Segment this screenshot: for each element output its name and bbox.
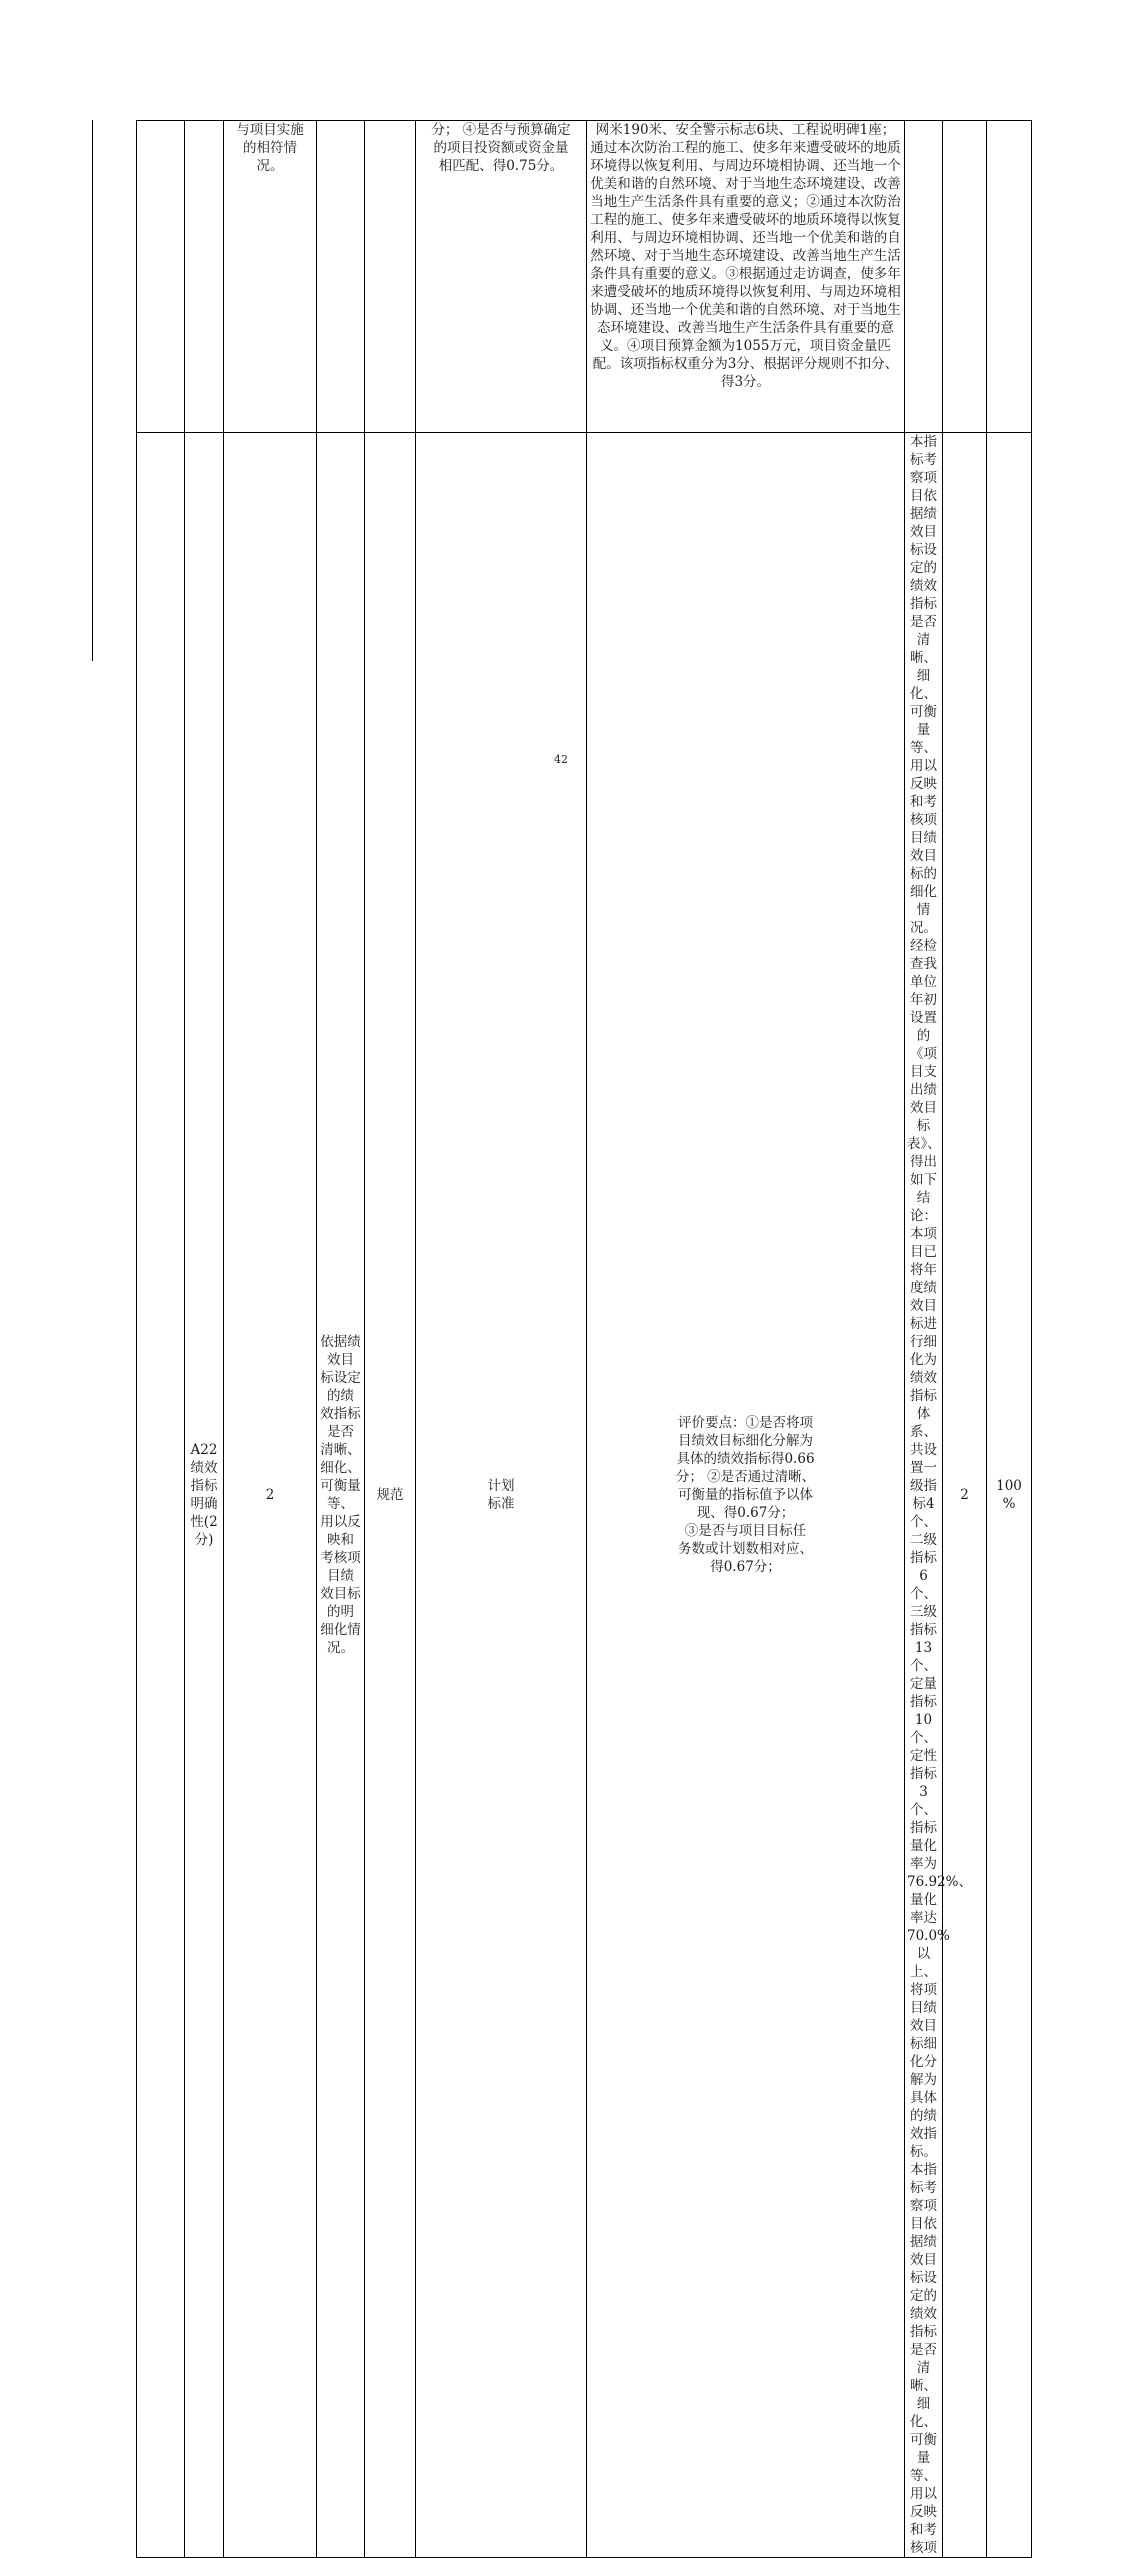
subtype-value: 计划 标准 bbox=[487, 1478, 515, 1512]
detail-first-line: 网米190米、安全警示标志6块、工程说明碑1座； bbox=[595, 122, 896, 138]
extra-cell bbox=[987, 121, 1032, 433]
left-margin-line bbox=[92, 120, 93, 661]
indicator-code: A22 绩效 指标 明确 性(2 分) bbox=[190, 1442, 218, 1548]
criteria-cell bbox=[587, 433, 905, 2558]
type-value: 规范 bbox=[376, 1487, 404, 1503]
score-cell bbox=[905, 121, 943, 433]
score-value: 2 bbox=[960, 1487, 969, 1503]
rate-value: 100 % bbox=[996, 1478, 1022, 1512]
weight-cell bbox=[185, 121, 224, 433]
criteria-text: 评价要点：①是否将项 目绩效目标细化分解为 具体的绩效指标得0.66 分； ②是否通过清晰、 可衡量的指标值予以体 现、得0.67分； ③是否与项目目标任 务数或计划数相对应、 得0.67分； bbox=[675, 1415, 816, 1575]
type-cell bbox=[365, 433, 416, 2558]
subtype-cell bbox=[365, 121, 416, 433]
type-cell bbox=[317, 121, 365, 433]
detail-paragraph: 经检查我单位年初设置的《项目支出绩效目标表》、得出如下结论：本项目已将年度绩效目标进行细化为绩效指标体系、共设置一级指标4个、二级指标6个、三级指标13个、定量指标10个、定性指标3个、指标量化率为76.92%、量化率达70.0%以上、将项目绩效目标细化分解为具体的绩效指标。 bbox=[907, 938, 972, 2160]
rate-cell bbox=[943, 121, 987, 433]
criteria-cell bbox=[416, 121, 587, 433]
indicator-cell bbox=[317, 433, 365, 2558]
rate-cell bbox=[987, 433, 1032, 2558]
page-number: 42 bbox=[554, 753, 568, 766]
detail-cell bbox=[587, 121, 905, 433]
weight-value: 2 bbox=[265, 1487, 275, 1503]
score-cell bbox=[943, 433, 987, 2558]
code-cell bbox=[137, 121, 185, 433]
detail-paragraph: 本指标考察项目依据绩效目标设定的绩效指标是否清晰、细化、可衡量等、用以反映和考核项目绩效目标的细化情况。 bbox=[910, 434, 937, 936]
table-row bbox=[137, 433, 1032, 2558]
empty-lead-cell bbox=[137, 433, 185, 2558]
criteria-text: 分； ④是否与预算确定 的项目投资额或资金量 相匹配、得0.75分。 bbox=[431, 122, 571, 174]
detail-body: 通过本次防治工程的施工、使多年来遭受破坏的地质环境得以恢复利用、与周边环境相协调、还当地一个优美和谐的自然环境、对于当地生态环境建设、改善当地生产生活条件具有重要的意义；②通过本次防治工程的施工、使多年来遭受破坏的地质环境得以恢复利用、与周边环境相协调、还当地一个优美和谐的自然环境、对于当地生态环境建设、改善当地生产生活条件具有重要的意义。③根据通过走访调查，使多年来遭受破坏的地质环境得以恢复利用、与周边环境相协调、还当地一个优美和谐的自然环境、对于当地生态环境建设、改善当地生产生活条件具有重要的意义。④项目预算金额为1055万元，项目资金量匹配。该项指标权重分为3分、根据评分规则不扣分、得3分。 bbox=[590, 140, 901, 390]
indicator-text: 依据绩效目 标设定的绩 效指标是否 清晰、细化、 可衡量等、 用以反映和 考核项目绩 效目标的明 细化情况。 bbox=[320, 1334, 361, 1656]
indicator-cell bbox=[224, 121, 317, 433]
evaluation-table bbox=[136, 120, 1032, 2558]
detail-cell bbox=[905, 433, 972, 2558]
subtype-cell bbox=[416, 433, 587, 2558]
detail-paragraph: 本指标考察项目依据绩效目标设定的绩效指标是否清晰、细化、可衡量等、用以反映和考核项 bbox=[910, 2162, 937, 2556]
indicator-text: 与项目实施 的相符情 况。 bbox=[236, 122, 304, 174]
weight-cell bbox=[224, 433, 317, 2558]
table-row bbox=[137, 121, 1032, 433]
code-cell bbox=[185, 433, 224, 2558]
